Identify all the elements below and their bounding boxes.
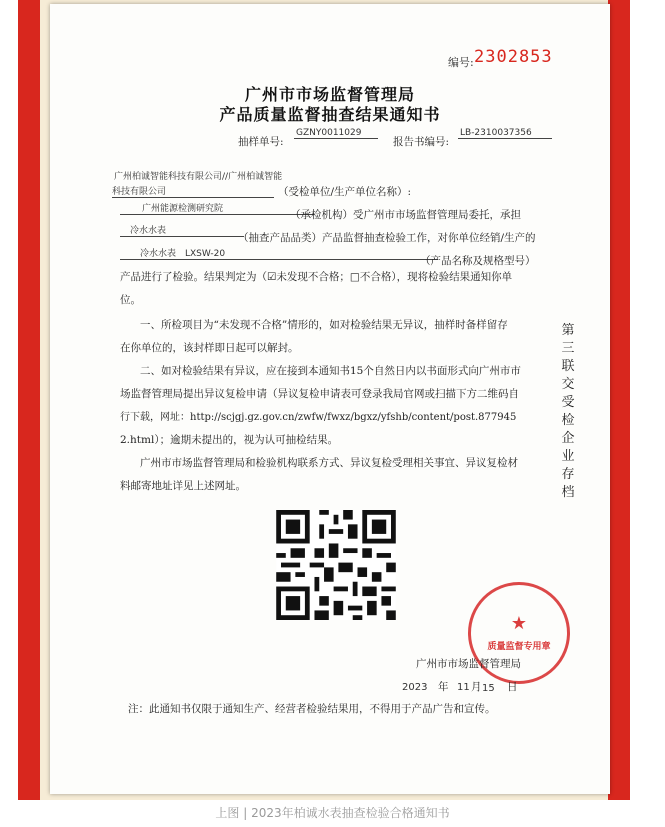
document-title-line1: 广州市市场监督管理局 bbox=[244, 85, 415, 104]
image-caption: 上图 | 2023年柏诚水表抽查检验合格通知书 bbox=[215, 806, 450, 820]
para2-line1: 二、如对检验结果有异议，应在接到本通知书15个自然日内以书面形式向广州市市 bbox=[140, 365, 521, 377]
report-no-label: 报告书编号: bbox=[393, 136, 450, 148]
date-month: 11 bbox=[457, 682, 470, 693]
sample-no-label: 抽样单号: bbox=[238, 136, 284, 148]
seal-star: ★ bbox=[510, 613, 528, 634]
usage-note: 注：此通知书仅限于通知生产、经营者检验结果用，不得用于产品广告和宣传。 bbox=[128, 703, 496, 715]
para3-line1: 广州市市场监督管理局和检验机构联系方式、异议复检受理相关事宜、异议复检材 bbox=[140, 457, 518, 469]
date-day-unit: 日 bbox=[507, 681, 518, 693]
lab-text: （承检机构）受广州市市场监督管理局委托，承担 bbox=[290, 209, 521, 221]
result-line1: 产品进行了检验。结果判定为（☑未发现不合格；□不合格），现将检验结果通知你单 bbox=[120, 271, 513, 283]
para2-line3: 行下载，网址：http://scjgj.gz.gov.cn/zwfw/fwxz/bgxz/yfshb/content/post.877945 bbox=[120, 412, 517, 423]
para1-line2: 在你单位的，该封样即日起可以解封。 bbox=[120, 342, 299, 354]
date-month-unit: 月 bbox=[471, 681, 482, 693]
sample-no-value: GZNY0011029 bbox=[294, 128, 378, 139]
result-line2: 位。 bbox=[120, 294, 141, 306]
para2-line2: 场监督管理局提出异议复检申请（异议复检申请表可登录我局官网或扫描下方二维码自 bbox=[120, 388, 519, 400]
qr-code-icon bbox=[276, 510, 396, 620]
serial-label: 编号: bbox=[448, 56, 474, 69]
product-name: 冷水水表 LXSW-20 bbox=[120, 246, 438, 260]
date-year-unit: 年 bbox=[438, 681, 449, 693]
product-category-text: （抽查产品品类）产品监督抽查检验工作，对你单位经销/生产的 bbox=[238, 232, 536, 244]
inspected-unit-label: （受检单位/生产单位名称）: bbox=[278, 186, 412, 198]
inspected-unit-line2: 科技有限公司 bbox=[112, 184, 274, 198]
report-no-value: LB-2310037356 bbox=[458, 128, 552, 139]
serial-number: 2302853 bbox=[474, 47, 553, 67]
side-copy-note: 第三联交受检企业存档 bbox=[561, 323, 575, 500]
product-name-text: （产品名称及规格型号） bbox=[420, 255, 536, 267]
notice-document bbox=[50, 4, 610, 794]
date-year: 2023 bbox=[402, 682, 428, 693]
inspected-unit-line1: 广州柏诚智能科技有限公司//广州柏诚智能 bbox=[114, 172, 283, 182]
lab-name: 广州能源检测研究院 bbox=[120, 201, 314, 215]
document-title-line2: 产品质量监督抽查结果通知书 bbox=[219, 105, 441, 124]
para2-line4: 2.html）；逾期未提出的，视为认可抽检结果。 bbox=[120, 434, 339, 446]
para1-line1: 一、所检项目为“未发现不合格”情形的，如对检验结果无异议，抽样时备样留存 bbox=[140, 319, 508, 331]
product-category: 冷水水表 bbox=[120, 223, 244, 237]
seal-text: 质量监督专用章 bbox=[487, 642, 551, 652]
para3-line2: 料邮寄地址详见上述网址。 bbox=[120, 480, 246, 492]
date-day: 15 bbox=[482, 683, 495, 694]
issuer-name: 广州市市场监督管理局 bbox=[416, 658, 521, 670]
